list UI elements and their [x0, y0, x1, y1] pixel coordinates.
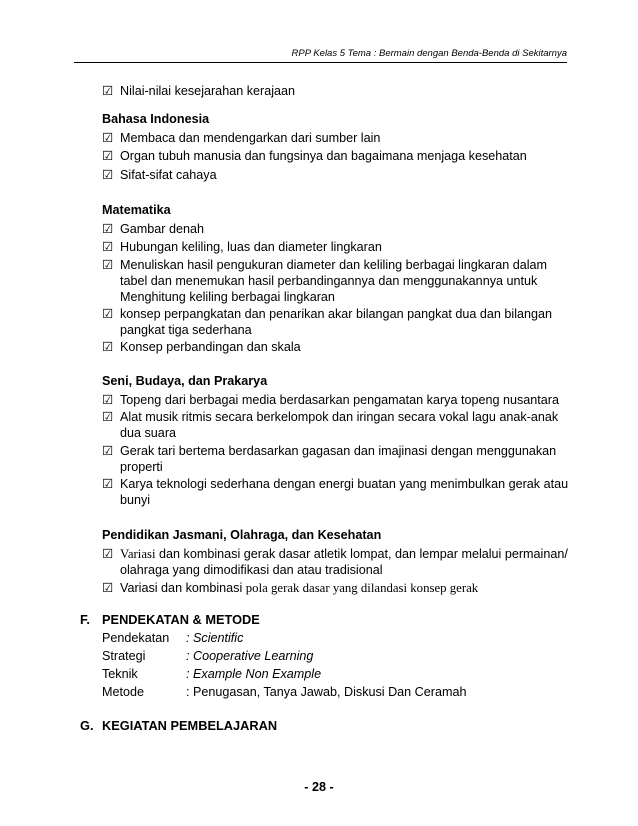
subject-title-sbdp: Seni, Budaya, dan Prakarya — [102, 374, 268, 388]
checkbox-icon: ☑ — [102, 581, 114, 595]
section-title: KEGIATAN PEMBELAJARAN — [102, 718, 278, 733]
page-header-title: RPP Kelas 5 Tema : Bermain dengan Benda-Benda di Sekitarnya — [291, 48, 567, 59]
list-item-text: Konsep perbandingan dan skala — [120, 340, 301, 354]
method-row — [102, 667, 321, 681]
list-item-text: Menuliskan hasil pengukuran diameter dan keliling berbagai lingkaran dalam tabel dan menemukan hasil perbandingannya dan menggunakannya untuk Menghitung keliling berbagai lingkaran — [120, 258, 548, 304]
subject-title-matematika: Matematika — [102, 203, 171, 217]
list-item-text: Membaca dan mendengarkan dari sumber lain — [120, 131, 381, 145]
list-item — [102, 339, 572, 355]
method-value: : Cooperative Learning — [186, 649, 314, 663]
subject-title-pjok: Pendidikan Jasmani, Olahraga, dan Kesehatan — [102, 528, 382, 542]
method-key: Strategi — [102, 649, 146, 663]
list-item — [102, 580, 572, 596]
list-item — [102, 83, 572, 99]
list-item — [102, 443, 572, 475]
checkbox-icon: ☑ — [102, 444, 114, 458]
list-item-text — [120, 580, 572, 596]
checkbox-icon: ☑ — [102, 240, 114, 254]
page-number: - 28 - — [304, 780, 334, 794]
method-value: : Example Non Example — [186, 667, 322, 681]
checkbox-icon: ☑ — [102, 84, 114, 98]
list-item-text: Sifat-sifat cahaya — [120, 168, 217, 182]
list-item — [102, 409, 572, 441]
section-heading-g — [80, 718, 277, 733]
serif-fragment: pola gerak dasar yang dilandasi konsep gerak — [245, 581, 479, 595]
method-key: Pendekatan — [102, 631, 170, 645]
method-value: : Penugasan, Tanya Jawab, Diskusi Dan Ceramah — [186, 685, 467, 699]
checkbox-icon: ☑ — [102, 258, 114, 272]
list-item — [102, 239, 572, 255]
list-item-text: Nilai-nilai kesejarahan kerajaan — [120, 84, 296, 98]
checkbox-icon: ☑ — [102, 477, 114, 491]
list-item-text: Organ tubuh manusia dan fungsinya dan bagaimana menjaga kesehatan — [120, 149, 527, 163]
section-letter: G. — [80, 718, 94, 733]
section-heading-f — [80, 612, 260, 627]
list-item — [102, 130, 572, 146]
list-item — [102, 221, 572, 237]
serif-fragment: Variasi — [120, 547, 156, 561]
list-item-text: Hubungan keliling, luas dan diameter lingkaran — [120, 240, 382, 254]
checkbox-icon: ☑ — [102, 222, 114, 236]
list-item-text: Topeng dari berbagai media berdasarkan pengamatan karya topeng nusantara — [120, 393, 559, 407]
method-row — [102, 631, 243, 645]
list-item — [102, 148, 572, 164]
list-item — [102, 392, 572, 408]
checkbox-icon: ☑ — [102, 547, 114, 561]
method-row — [102, 685, 466, 699]
checkbox-icon: ☑ — [102, 340, 114, 354]
method-row — [102, 649, 313, 663]
list-item — [102, 476, 572, 508]
checkbox-icon: ☑ — [102, 168, 114, 182]
method-key: Metode — [102, 685, 145, 699]
checkbox-icon: ☑ — [102, 149, 114, 163]
subject-title-bahasa: Bahasa Indonesia — [102, 112, 210, 126]
checkbox-icon: ☑ — [102, 131, 114, 145]
list-item-text — [120, 546, 572, 578]
list-item-text: konsep perpangkatan dan penarikan akar bilangan pangkat dua dan bilangan pangkat tiga sederhana — [120, 307, 553, 337]
text-fragment: Variasi dan kombinasi — [120, 581, 246, 595]
checkbox-icon: ☑ — [102, 393, 114, 407]
list-item-text: Alat musik ritmis secara berkelompok dan iringan secara vokal lagu anak-anak dua suara — [120, 410, 559, 440]
section-letter: F. — [80, 612, 90, 627]
checkbox-icon: ☑ — [102, 307, 114, 321]
list-item — [102, 257, 572, 305]
method-key: Teknik — [102, 667, 138, 681]
section-title: PENDEKATAN & METODE — [102, 612, 260, 627]
header-divider — [74, 62, 567, 63]
list-item — [102, 306, 572, 338]
list-item — [102, 546, 572, 578]
method-value: : Scientific — [186, 631, 244, 645]
list-item-text: Karya teknologi sederhana dengan energi buatan yang menimbulkan gerak atau bunyi — [120, 477, 569, 507]
list-item-text: Gambar denah — [120, 222, 205, 236]
text-fragment: dan kombinasi gerak dasar atletik lompat, dan lempar melalui permainan/ olahraga yang dimodifikasi dan atau tradisional — [120, 547, 568, 577]
checkbox-icon: ☑ — [102, 410, 114, 424]
list-item-text: Gerak tari bertema berdasarkan gagasan dan imajinasi dengan menggunakan properti — [120, 444, 557, 474]
list-item — [102, 167, 572, 183]
